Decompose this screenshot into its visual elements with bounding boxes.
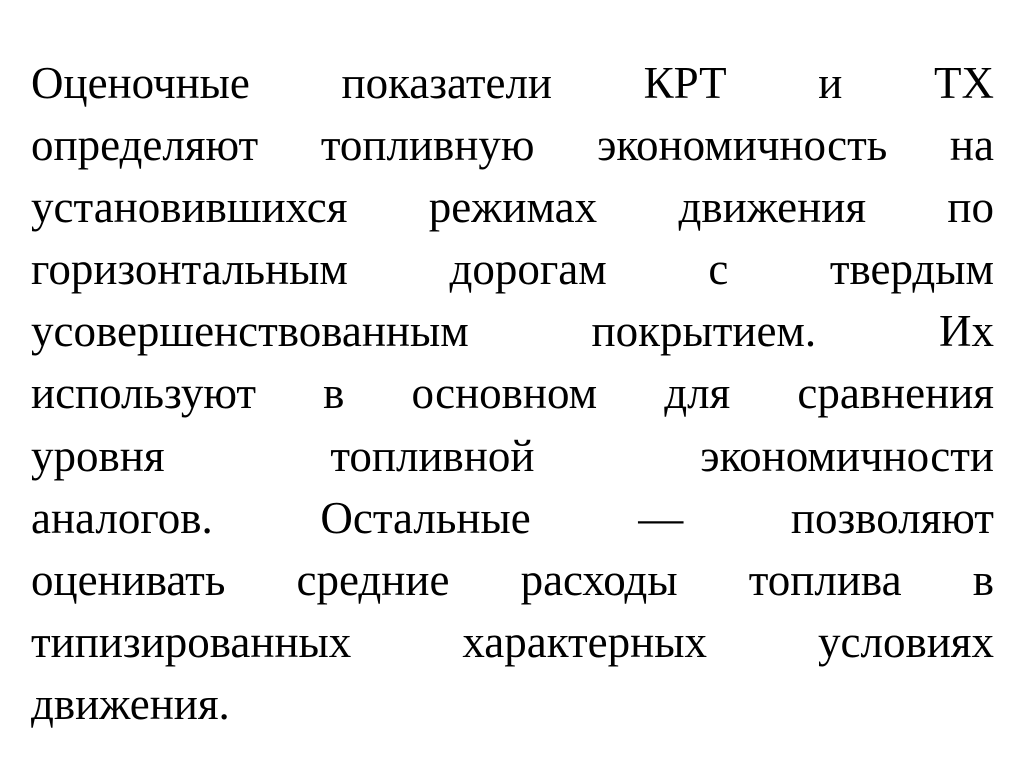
text-line (31, 114, 994, 176)
text-word: средние (296, 554, 450, 605)
text-word: с (708, 244, 729, 295)
text-line (31, 362, 994, 424)
text-word: режимах (428, 182, 598, 233)
text-word: аналогов. (31, 492, 213, 543)
text-word: определяют (31, 120, 259, 171)
text-word: КРТ (643, 58, 727, 108)
text-word: дорогам (449, 244, 607, 295)
text-line (31, 425, 994, 487)
text-word: усовершенствованным (31, 306, 469, 357)
text-word: основном (411, 368, 598, 419)
text-word: позволяют (790, 492, 994, 543)
text-word: экономичности (700, 430, 994, 481)
text-word: уровня (31, 430, 165, 481)
text-word: Их (938, 306, 994, 357)
text-word: расходы (520, 554, 678, 605)
text-line (31, 611, 994, 673)
text-word: по (947, 182, 994, 233)
text-word: на (949, 120, 994, 171)
text-word: Оценочные (31, 58, 250, 108)
text-line (31, 176, 994, 238)
text-word: топлива (748, 554, 902, 605)
text-line (31, 673, 994, 735)
text-word: горизонтальным (31, 244, 348, 295)
text-line (31, 52, 994, 114)
text-word: покрытием. (591, 306, 817, 357)
text-word: — (638, 492, 684, 543)
text-word: типизированных (31, 616, 352, 667)
text-line (31, 238, 994, 300)
text-word: в (972, 554, 994, 605)
text-word: показатели (341, 58, 552, 108)
text-word: условиях (818, 616, 994, 667)
text-word: твердым (829, 244, 994, 295)
text-word: используют (31, 368, 257, 419)
text-word: сравнения (797, 368, 994, 419)
text-word: топливную (320, 120, 535, 171)
text-line (31, 549, 994, 611)
text-word: движения (678, 182, 867, 233)
text-line (31, 300, 994, 362)
text-word: и (818, 58, 843, 108)
slide-body-text (31, 52, 994, 735)
text-word: для (664, 368, 731, 419)
text-word: установившихся (31, 182, 348, 233)
text-word: характерных (462, 616, 707, 667)
text-word: топливной (330, 430, 535, 481)
text-word: движения. (31, 678, 230, 729)
text-word: экономичность (597, 120, 888, 171)
text-word: в (323, 368, 345, 419)
text-line (31, 487, 994, 549)
text-word: оценивать (31, 554, 226, 605)
text-word: ТХ (933, 58, 994, 108)
text-word: Остальные (320, 492, 531, 543)
